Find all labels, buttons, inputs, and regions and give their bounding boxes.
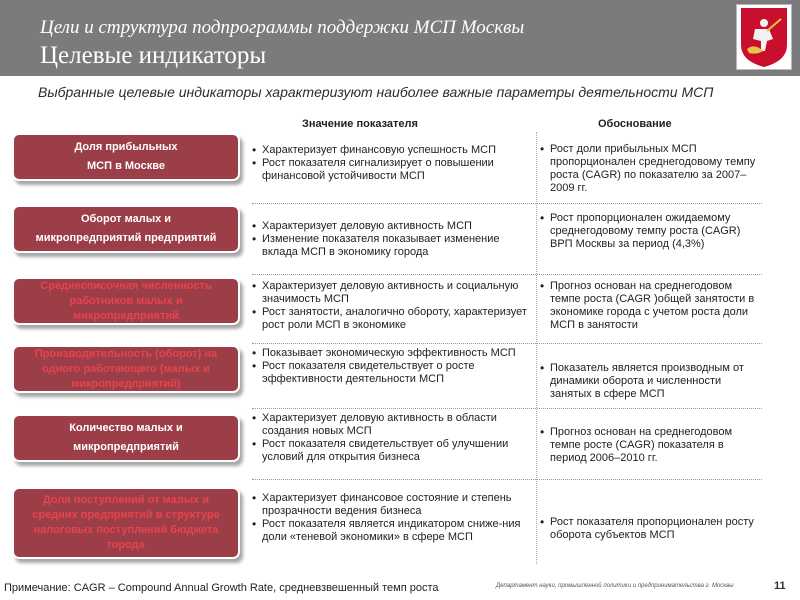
indicator-box-tax-share [12, 487, 240, 559]
list-item: • Характеризует деловую активность в области создания новых МСП [252, 412, 534, 438]
rationale-list [540, 362, 762, 401]
list-item: • Рост показателя свидетельствует о росте эффективности деятельности МСП [252, 360, 552, 386]
footnote: Примечание: CAGR – Compound Annual Growth Rate, средневзвешенный темп роста [4, 582, 439, 594]
indicator-label: Доля поступлений от малых и средних предприятий в структуре налоговых поступлений бюджета города [32, 494, 220, 551]
department-caption: Департамент науки, промышленной политики и предпринимательства г. Москвы [496, 583, 734, 589]
indicator-box-employment [12, 277, 240, 325]
row-divider [252, 479, 762, 481]
list-item: • Показывает экономическую эффективность МСП [252, 347, 552, 360]
list-item: • Рост показателя является индикатором сниже-ния доли «теневой экономики» в сфере МСП [252, 518, 542, 544]
list-item: • Показатель является производным от динамики оборота и численности занятых в сфере МСП [540, 362, 762, 401]
value-list [252, 280, 534, 332]
list-item: • Рост показателя пропорционален росту оборота субъектов МСП [540, 516, 762, 542]
list-item: • Рост пропорционален ожидаемому среднегодовому темпу роста (CAGR) ВРП Москвы за период (4,3%) [540, 212, 762, 251]
indicator-box-turnover [12, 205, 240, 253]
list-item: • Изменение показателя показывает изменение вклада МСП в экономику города [252, 233, 534, 259]
rationale-list [540, 516, 762, 542]
value-list [252, 492, 542, 544]
moscow-coat-of-arms-icon [736, 4, 792, 70]
value-list [252, 347, 552, 386]
rationale-list [540, 426, 762, 465]
indicator-box-productivity [12, 345, 240, 393]
row-divider [252, 274, 762, 276]
value-list [252, 412, 534, 464]
rationale-list [540, 143, 770, 195]
indicator-box-enterprise-count [12, 414, 240, 462]
indicator-label: Производительность (оборот) на одного работающего (малых и микропредприятий) [34, 347, 218, 390]
list-item: • Характеризует финансовую успешность МСП [252, 144, 534, 157]
indicator-label: Среднесписочная численность работников малых и микропредприятий [40, 279, 212, 322]
list-item: • Прогноз основан на среднегодовом темпе росте (CAGR) показателя в период 2006–2010 гг. [540, 426, 762, 465]
slide-subtitle: Целевые индикаторы [40, 42, 267, 69]
list-item: • Рост показателя сигнализирует о повышении финансовой устойчивости МСП [252, 157, 534, 183]
slide-title: Цели и структура подпрограммы поддержки МСП Москвы [40, 17, 525, 38]
value-list [252, 220, 534, 259]
row-divider [252, 203, 762, 205]
rationale-list [540, 212, 762, 251]
list-item: • Рост занятости, аналогично обороту, характеризует рост роли МСП в экономике [252, 306, 534, 332]
row-divider [252, 343, 762, 345]
list-item: • Рост доли прибыльных МСП пропорционален среднегодовому темпу роста (CAGR) по показателю за 2007–2009 гг. [540, 143, 770, 195]
row-divider [252, 408, 762, 410]
list-item: • Рост показателя свидетельствует об улучшении условий для открытия бизнеса [252, 438, 534, 464]
rationale-list [540, 280, 762, 332]
lead-text: Выбранные целевые индикаторы характеризуют наиболее важные параметры деятельности МСП [38, 84, 714, 100]
list-item: • Характеризует финансовое состояние и степень прозрачности ведения бизнеса [252, 492, 542, 518]
slide-header [0, 0, 800, 76]
indicator-label: Количество малых и микропредприятий [69, 422, 183, 453]
page-number: 11 [774, 580, 786, 592]
value-list [252, 144, 534, 183]
list-item: • Характеризует деловую активность МСП [252, 220, 534, 233]
indicator-label: Оборот малых и микропредприятий предприятий [35, 213, 217, 244]
column-header-rationale: Обоснование [598, 118, 672, 130]
list-item: • Характеризует деловую активность и социальную значимость МСП [252, 280, 534, 306]
indicator-box-profitable-share [12, 133, 240, 181]
list-item: • Прогноз основан на среднегодовом темпе роста (CAGR )общей занятости в экономике города с учетом роста доли МСП в занятости [540, 280, 762, 332]
indicator-label: Доля прибыльных МСП в Москве [74, 141, 178, 172]
column-header-value: Значение показателя [302, 118, 418, 130]
